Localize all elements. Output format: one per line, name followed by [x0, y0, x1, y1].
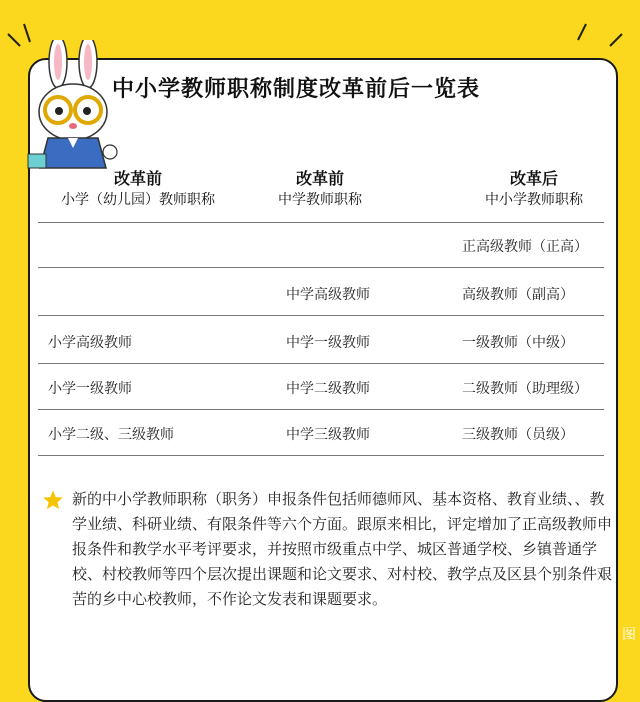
column-header-primary-label: 小学（幼儿园）教师职称 — [61, 192, 215, 208]
table-row — [38, 270, 604, 316]
column-header-reform-stage: 改革后 — [509, 169, 558, 188]
corner-mark: 图 — [622, 627, 636, 643]
column-header-reform — [462, 168, 606, 210]
cell-middle: 中学三级教师 — [286, 427, 370, 443]
page-title: 中小学教师职称制度改革前后一览表 — [112, 77, 481, 102]
table-row — [38, 318, 604, 364]
cell-middle: 中学高级教师 — [286, 287, 370, 303]
cell-middle: 中学二级教师 — [286, 381, 370, 397]
cell-middle: 中学一级教师 — [286, 335, 370, 351]
rabbit-teacher-mascot-icon — [18, 40, 128, 180]
column-header-middle-stage: 改革前 — [295, 169, 344, 188]
table-row — [38, 364, 604, 410]
row-divider — [38, 455, 604, 456]
column-header-primary-stage: 改革前 — [113, 169, 162, 188]
column-header-middle — [256, 168, 384, 210]
cell-reform: 一级教师（中级） — [462, 335, 574, 351]
cell-reform: 三级教师（员级） — [462, 427, 574, 443]
column-header-reform-label: 中小学教师职称 — [485, 192, 583, 208]
column-header-middle-label: 中学教师职称 — [278, 192, 362, 208]
cell-primary: 小学二级、三级教师 — [48, 427, 174, 443]
star-icon — [42, 489, 64, 511]
column-header-primary — [40, 168, 236, 210]
cell-primary: 小学一级教师 — [48, 381, 132, 397]
row-divider — [38, 267, 604, 268]
cell-reform: 正高级教师（正高） — [462, 239, 588, 255]
cell-primary: 小学高级教师 — [48, 335, 132, 351]
note-paragraph: 新的中小学教师职称（职务）申报条件包括师德师风、基本资格、教育业绩、、教学业绩、科研业绩、有限条件等六个方面。跟原来相比，评定增加了正高级教师申报条件和教学水平考评要求，并按照市级重点中学、城区普通学校、乡镇普通学校、村校教师等四个层次提出课题和论文要求、对村校、教学点及区县个别条件艰苦的乡中心校教师，不作论文发表和课题要求。 — [72, 490, 613, 608]
cell-reform: 高级教师（副高） — [462, 287, 574, 303]
table-row — [38, 410, 604, 456]
row-divider — [38, 315, 604, 316]
cell-reform: 二级教师（助理级） — [462, 381, 588, 397]
table-row — [38, 222, 604, 268]
